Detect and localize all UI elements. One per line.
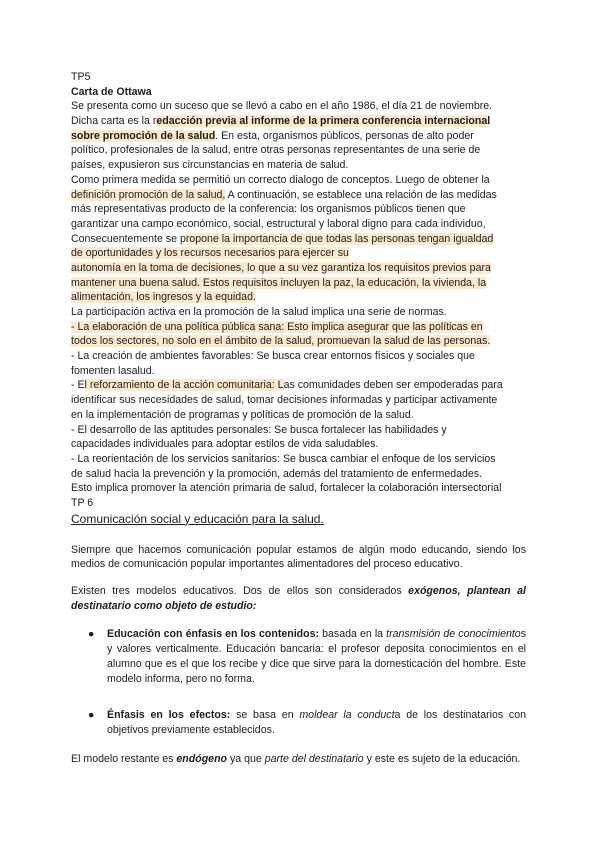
bullet-icon: ●: [88, 709, 95, 722]
text-line: [71, 246, 526, 261]
text-line: Consecuentemente se propone la importancia de que todas las personas tengan igualdad: [71, 232, 494, 245]
paragraph: Existen tres modelos educativos. Dos de ellos son considerados exógenos, plantean al destinatario como objeto de estudio:: [71, 585, 526, 612]
text-line: más representativas producto de la conferencia: los organismos públicos tienen que: [71, 203, 466, 216]
text-line: sobre promoción de la salud. En esta, organismos públicos, personas de alto poder: [71, 129, 474, 142]
text-line: identificar sus necesidades de salud, tomar decisiones informadas y participar activamente: [71, 394, 498, 407]
paragraph: El modelo restante es endógeno ya que parte del destinatario y este es sujeto de la educación.: [71, 752, 521, 765]
highlight: edacción previa al informe de la primera conferencia internacional: [156, 115, 491, 128]
text-line: fomenten lasalud.: [71, 364, 155, 377]
text-line: países, expusieron sus circunstancias en materia de salud.: [71, 159, 349, 172]
text-line: [71, 334, 526, 349]
text-line: de salud hacia la prevención y la promoción, además del tratamiento de enfermedades.: [71, 467, 483, 480]
text-line: en la implementación de programas y políticas de promoción de la salud.: [71, 408, 414, 421]
highlight: l reforzamiento de la acción comunitaria: L: [84, 379, 284, 392]
highlight: alimentación, los ingresos y la equidad.: [71, 291, 256, 304]
highlight: mantener una buena salud. Estos requisitos incluyen la paz, la educación, la vivienda, la: [71, 276, 487, 289]
highlight: de oportunidades y los recursos necesarios para ejercer su: [71, 247, 349, 260]
document-body: [71, 70, 526, 766]
text-line: [71, 320, 526, 335]
text-line: Como primera medida se permitió un correcto dialogo de conceptos. Luego de obtener la: [71, 173, 490, 186]
text-line: [71, 261, 526, 276]
text-line: capacidades individuales para adoptar estilos de vida saludables.: [71, 438, 379, 451]
tp6-label: TP 6: [71, 496, 94, 509]
text-line: Esto implica promover la atención primaria de salud, fortalecer la colaboración intersectorial: [71, 482, 502, 495]
tp5-label: TP5: [71, 71, 91, 83]
tp6-title: Comunicación social y educación para la salud.: [71, 511, 324, 526]
highlight: autonomía en la toma de decisiones, lo que a su vez garantiza los requisitos previos para: [71, 261, 491, 274]
tp5-title: Carta de Ottawa: [71, 85, 152, 98]
text-line: político, profesionales de la salud, entre otras personas representantes de una serie de: [71, 144, 481, 157]
text-line: Dicha carta es la redacción previa al informe de la primera conferencia internacional: [71, 115, 491, 128]
text-line: garantizar una campo económico, social, estructural y laboral digno para cada individuo,: [71, 217, 486, 230]
highlight: todos los sectores, no solo en el ámbito de la salud, promuevan la salud de las personas.: [71, 335, 491, 348]
highlight: ropone la importancia de que todas las personas tengan igualdad: [185, 232, 494, 245]
text-line: - El desarrollo de las aptitudes personales: Se busca fortalecer las habilidades y: [71, 423, 447, 436]
text-line: - La creación de ambientes favorables: Se busca crear entornos físicos y sociales que: [71, 350, 475, 363]
highlight: - La elaboración de una política pública sana: Esto implica asegurar que las políticas en: [71, 320, 483, 333]
bullet-icon: ●: [88, 628, 95, 641]
highlight: sobre promoción de la salud: [71, 129, 216, 142]
text-line: [71, 276, 526, 291]
text-line: La participación activa en la promoción de la salud implica una serie de normas.: [71, 306, 447, 318]
list-item: ● Énfasis en los efectos: se basa en moldear la conducta de los destinatarios con objetivos previamente establecidos.: [88, 709, 527, 736]
text-line: - La reorientación de los servicios sanitarios: Se busca cambiar el enfoque de los servicios: [71, 452, 496, 465]
text-line: Se presenta como un suceso que se llevó a cabo en el año 1986, el día 21 de noviembre.: [71, 100, 493, 113]
highlight: definición promoción de la salud,: [71, 188, 226, 201]
text-line: - El reforzamiento de la acción comunitaria: Las comunidades deben ser empoderadas para: [71, 379, 503, 392]
list-item: ● Educación con énfasis en los contenidos: basada en la transmisión de conocimientos y valores verticalmente. Educación bancaria: el profesor deposita conocimientos en el alumno que es el que los recibe y dice que sirve para la domesticación del hombre. Este modelo informa, pero no forma.: [88, 628, 526, 685]
paragraph: Siempre que hacemos comunicación popular estamos de algún modo educando, siendo los medios de comunicación popular importantes alimentadores del proceso educativo.: [71, 543, 526, 571]
text-line: [71, 290, 526, 305]
text-line: definición promoción de la salud, A continuación, se establece una relación de las medidas: [71, 188, 497, 201]
